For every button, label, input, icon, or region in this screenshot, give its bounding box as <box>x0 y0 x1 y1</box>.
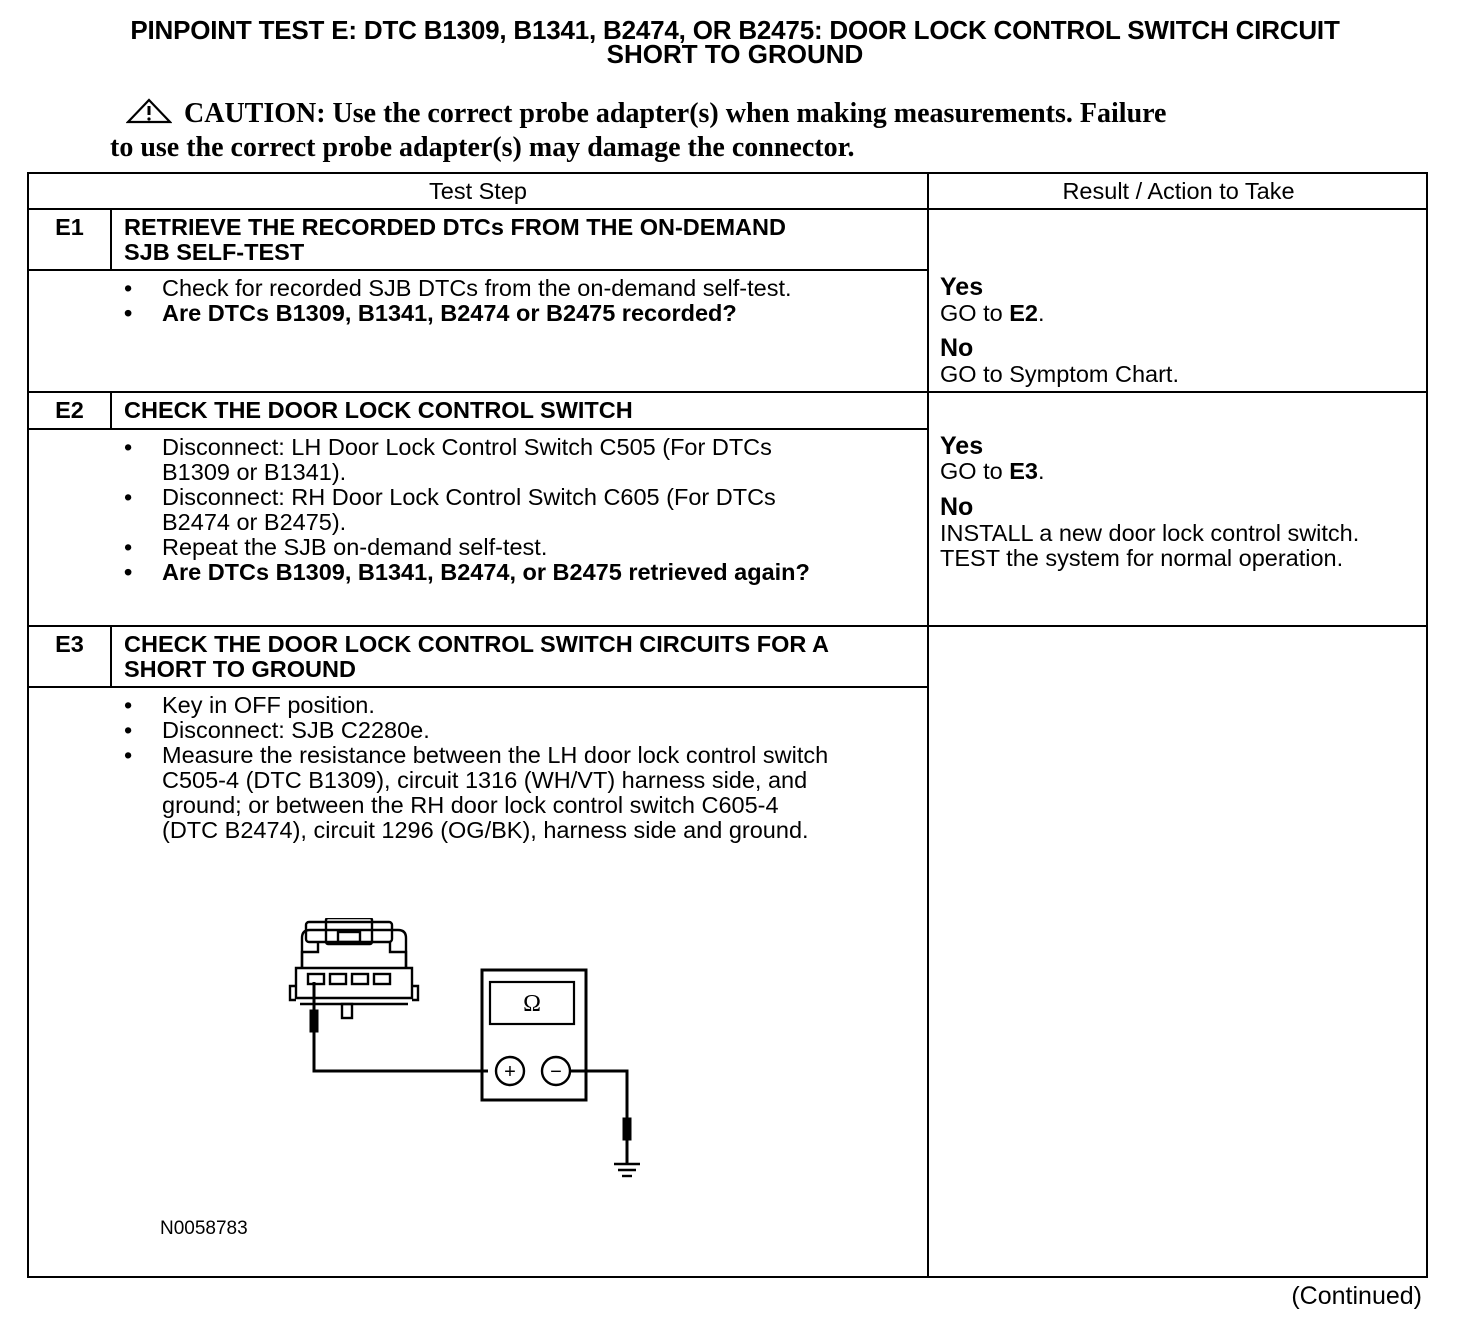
pinpoint-test-table: Test Step Result / Action to Take E1 RETRIEVE THE RECORDED DTCs FROM THE ON-DEMAND SJB SELF-TEST • Check for recorded SJB DTCs from the on-demand self-test. • Are DTCs B1309, B1341, B2474 or B2475 recorded? Yes GO to E2. No GO to Symptom Chart. E2 CHECK THE DOOR LOCK CONTROL SWITCH • Disconnect: LH Door Lock Control Switch C505 (For DTCs B1309 or B1341). • Disconnect: RH Door Lock Control Switch C605 (For DTCs B2474 or B2475). • Repeat the SJB on-demand self-test. • Are DTCs B1309, B1341, B2474, or B2475 retrieved again? Yes GO to E3. No INSTALL a new door lock control switch. TEST the system for normal operation. E3 CHECK THE DOOR LOCK CONTROL SWITCH CIRCUITS FOR A SHORT TO GROUND • Key in OFF position. • Disconnect: SJB C2280e. • Measure the resistance between the LH door lock control switch C505-4 (DTC B1309), circuit 1316 (WH/VT) harness side, and ground; or between the RH door lock control switch C605-4 (DTC B2474), circuit 1296 (OG/BK), harness side and ground. <box>27 172 1428 1278</box>
ground-icon <box>614 1164 640 1176</box>
ohm-symbol: Ω <box>523 991 541 1017</box>
page-title <box>30 15 1440 69</box>
figure-id: N0058783 <box>160 1218 248 1239</box>
step-e2-result-no: No <box>940 493 974 521</box>
ohmmeter <box>482 970 586 1100</box>
step-id-e3: E3 <box>55 631 84 657</box>
step-id-e2: E2 <box>55 397 84 423</box>
col-header-test-step: Test Step <box>429 178 527 204</box>
step-e2-no-action-line-1: INSTALL a new door lock control switch. <box>940 520 1360 546</box>
step-e2-no-action-line-2: TEST the system for normal operation. <box>940 545 1344 571</box>
caution-text-line-1: CAUTION: Use the correct probe adapter(s) when making measurements. Failure <box>184 98 1167 129</box>
caution-text-line-2: to use the correct probe adapter(s) may damage the connector. <box>110 132 855 163</box>
step-e1-result-no: No <box>940 334 974 362</box>
caution-notice <box>110 98 1370 164</box>
step-e2-yes-action: GO to E3. <box>940 458 1045 484</box>
step-e1-heading-line-1: RETRIEVE THE RECORDED DTCs FROM THE ON-DEMAND <box>124 214 786 240</box>
caution-line-1 <box>110 98 1370 132</box>
step-e1-result-yes: Yes <box>940 273 984 301</box>
step-e3-heading-line-2: SHORT TO GROUND <box>124 656 356 682</box>
warning-triangle-icon <box>126 98 172 132</box>
col-header-result: Result / Action to Take <box>1062 178 1295 204</box>
probe-lead-positive <box>310 982 488 1071</box>
title-line-1: PINPOINT TEST E: DTC B1309, B1341, B2474, OR B2475: DOOR LOCK CONTROL SWITCH CIRCUIT <box>130 15 1340 45</box>
connector-c505-illustration <box>290 918 418 1018</box>
probe-lead-negative <box>570 1071 631 1164</box>
step-e3-heading-line-1: CHECK THE DOOR LOCK CONTROL SWITCH CIRCUITS FOR A <box>124 631 829 657</box>
step-id-e1: E1 <box>55 214 84 240</box>
step-e2-heading: CHECK THE DOOR LOCK CONTROL SWITCH <box>124 397 633 423</box>
continued-label: (Continued) <box>1291 1282 1422 1310</box>
step-e1-yes-action: GO to E2. <box>940 300 1045 326</box>
step-e1-heading-line-2: SJB SELF-TEST <box>124 239 305 265</box>
step-e1-no-action: GO to Symptom Chart. <box>940 361 1179 387</box>
minus-label: − <box>550 1061 562 1083</box>
ohmmeter-measurement-diagram <box>280 918 680 1188</box>
step-e2-result-yes: Yes <box>940 432 984 460</box>
title-line-2: SHORT TO GROUND <box>606 39 864 69</box>
plus-label: + <box>504 1061 516 1083</box>
